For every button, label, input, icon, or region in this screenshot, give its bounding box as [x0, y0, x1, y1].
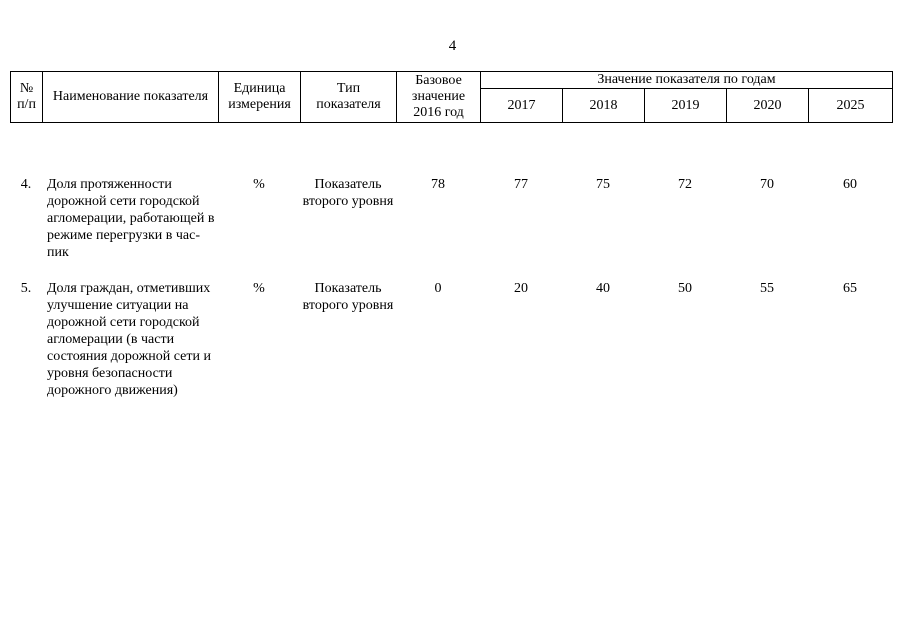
- row-num: 5.: [20, 281, 32, 296]
- row-name: Доля протяженности дорожной сети городской агломерации, работающей в режиме перегрузки в час-пик: [47, 177, 215, 260]
- row-type: Показатель второго уровня: [302, 281, 394, 313]
- header-year-2019: 2019: [645, 89, 727, 123]
- header-unit: Единица измерения: [219, 72, 301, 123]
- row-value-2020: 70: [760, 177, 774, 192]
- header-year-2017: 2017: [481, 89, 563, 123]
- row-spacer: [10, 261, 892, 279]
- row-base: 0: [434, 281, 442, 296]
- table-header: [10, 71, 893, 123]
- header-year-2020: 2020: [727, 89, 809, 123]
- row-value-2018: 75: [596, 177, 610, 192]
- row-type: Показатель второго уровня: [302, 177, 394, 209]
- table-row: [10, 279, 892, 399]
- header-years-group: Значение показателя по годам: [481, 72, 893, 89]
- row-value-2025: 60: [843, 177, 857, 192]
- table-row: [10, 175, 892, 261]
- row-value-2019: 72: [678, 177, 692, 192]
- table-body: [10, 175, 892, 399]
- row-base: 78: [431, 177, 445, 192]
- row-value-2017: 20: [514, 281, 528, 296]
- header-year-2025: 2025: [809, 89, 893, 123]
- row-num: 4.: [20, 177, 32, 192]
- row-unit: %: [253, 177, 265, 192]
- header-type: Тип показателя: [301, 72, 397, 123]
- row-value-2017: 77: [514, 177, 528, 192]
- row-value-2018: 40: [596, 281, 610, 296]
- row-value-2019: 50: [678, 281, 692, 296]
- row-value-2020: 55: [760, 281, 774, 296]
- row-value-2025: 65: [843, 281, 857, 296]
- header-name: Наименование показателя: [43, 72, 219, 123]
- header-year-2018: 2018: [563, 89, 645, 123]
- row-unit: %: [253, 281, 265, 296]
- page-number: 4: [448, 38, 457, 54]
- row-name: Доля граждан, отметивших улучшение ситуации на дорожной сети городской агломерации (в части состояния дорожной сети и уровня безопасности дорожного движения): [47, 281, 211, 398]
- header-num: № п/п: [11, 72, 43, 123]
- header-base: Базовое значение 2016 год: [397, 72, 481, 123]
